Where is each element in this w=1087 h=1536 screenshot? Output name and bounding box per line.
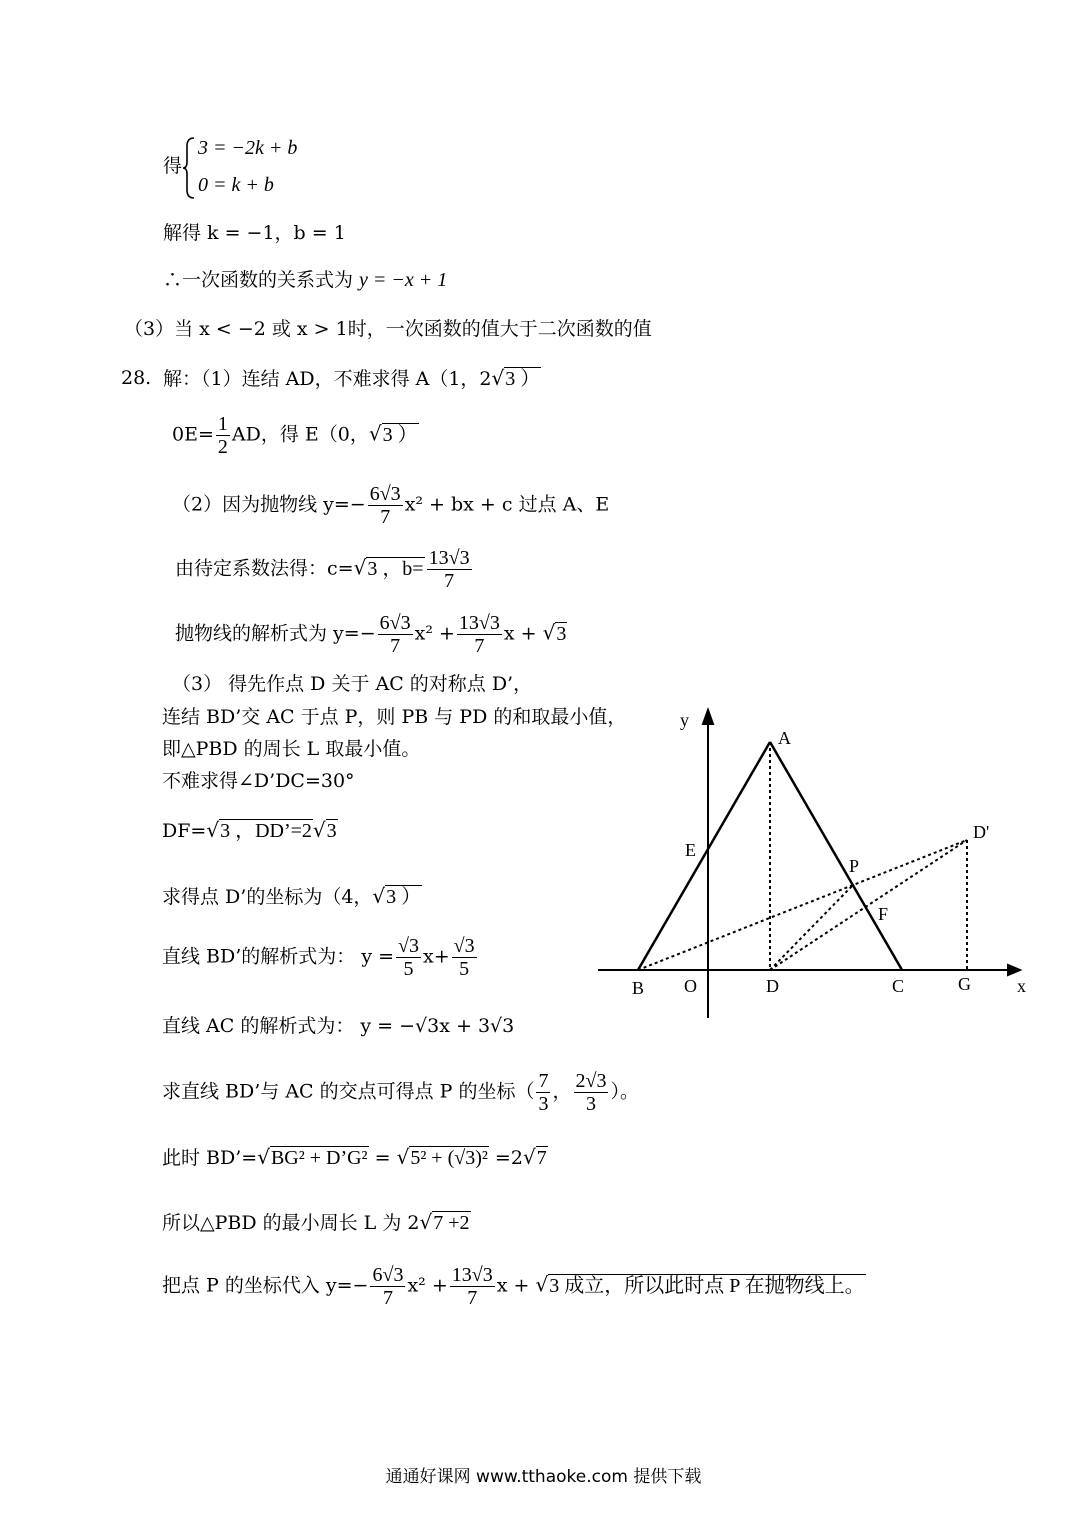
bd-length-radicand-2: 5² + (√3)² [410, 1147, 488, 1169]
bd-line-mid: x+ [423, 945, 450, 968]
q28-part1-text: 解：（1）连结 AD，不难求得 A（1，2 [163, 368, 492, 390]
part3-line-a: （3） 得先作点 D 关于 AC 的对称点 D’， [172, 673, 533, 695]
fraction-denominator: 3 [538, 1093, 549, 1115]
p-y-fraction [574, 1070, 609, 1115]
sqrt3-over-5-fraction [396, 935, 421, 980]
sqrt-icon: √ [535, 1272, 549, 1297]
q28-part1 [163, 366, 541, 391]
fraction-denominator: 3 [585, 1093, 596, 1115]
label-e: E [685, 840, 696, 860]
x-axis-arrow-icon [1008, 965, 1020, 975]
q28-part1-radicand: 3 ） [505, 368, 541, 390]
part3-line-h: 直线 AC 的解析式为： y = −√3x + 3√3 [162, 1015, 515, 1037]
bd-length-end: 7 [536, 1147, 547, 1169]
oe-mid: AD，得 E（0， [231, 423, 369, 446]
footer-source: 通通好课网 www.tthaoke.com 提供下载 [385, 1467, 702, 1487]
coef-mid: 3 ，b= [367, 557, 424, 580]
oe-tail: 3 ） [382, 423, 418, 446]
p-coord-pre: 求直线 BD’与 AC 的交点可得点 P 的坐标（ [162, 1080, 535, 1103]
fraction-denominator: 7 [390, 635, 401, 657]
six-sqrt3-fraction [370, 1264, 405, 1309]
sqrt-icon: √ [522, 1145, 536, 1169]
perimeter-tail: 7 +2 [433, 1212, 470, 1234]
fraction-numerator: √3 [398, 935, 419, 957]
substitute-mid2: x + [496, 1274, 536, 1297]
part3-conclusion: （3）当 x < −2 或 x > 1时，一次函数的值大于二次函数的值 [124, 318, 652, 340]
line-dp-dashed [770, 886, 852, 970]
question-28-number: 28. [121, 367, 152, 389]
para-tail: x + [503, 622, 543, 645]
fraction-denominator: 5 [403, 958, 414, 980]
fraction-denominator: 7 [380, 506, 391, 528]
sqrt-icon: √ [372, 884, 386, 908]
sqrt-icon: √ [368, 421, 382, 446]
sqrt-icon: √ [257, 1145, 270, 1169]
coef-pre: 由待定系数法得：c= [175, 557, 354, 580]
label-f: F [878, 904, 889, 924]
thirteen-sqrt3-fraction [427, 547, 472, 592]
bd-length-tail: =2 [488, 1147, 523, 1169]
sqrt-icon: √ [353, 555, 367, 580]
linear-function-eq: y = −x + 1 [359, 269, 448, 291]
fraction-denominator: 2 [217, 436, 228, 458]
equals: = [368, 1147, 397, 1169]
para-mid: x² + [414, 622, 455, 645]
part3-line-b: 连结 BD’交 AC 于点 P，则 PB 与 PD 的和取最小值， [162, 706, 627, 728]
label-x: x [1017, 976, 1026, 996]
linear-function-text: ∴一次函数的关系式为 [163, 269, 360, 291]
sqrt-icon: √ [206, 818, 220, 842]
substitute-tail: 3 成立，所以此时点 P 在抛物线上。 [549, 1274, 865, 1297]
p-coord-mid: ， [552, 1080, 572, 1103]
sqrt-icon: √ [396, 1145, 410, 1169]
fraction-denominator: 7 [444, 570, 455, 592]
line-ba [638, 742, 770, 970]
fraction-numerator: 13√3 [428, 547, 470, 569]
fraction-numerator: 13√3 [458, 612, 500, 634]
para-pre: 抛物线的解析式为 y=− [175, 622, 376, 645]
equation-1: 3 = −2k + b [198, 137, 298, 159]
parabola-expression [175, 612, 567, 657]
fraction-numerator: 2√3 [575, 1070, 607, 1092]
fraction-numerator: 6√3 [369, 483, 401, 505]
part3-line-i [162, 1070, 639, 1115]
sqrt-icon: √ [491, 366, 505, 390]
label-c: C [892, 976, 905, 996]
p-x-fraction [536, 1070, 550, 1115]
part3-line-j [162, 1145, 548, 1170]
part3-line-l [162, 1264, 866, 1309]
substitute-pre: 把点 P 的坐标代入 y=− [162, 1274, 369, 1297]
linear-function-line [163, 268, 447, 292]
part2-pre: （2）因为抛物线 y=− [172, 493, 366, 516]
oe-pre: 0E= [172, 423, 214, 446]
label-g: G [958, 974, 971, 994]
thirteen-sqrt3-fraction [450, 1264, 495, 1309]
fraction-numerator: 7 [538, 1070, 549, 1092]
fraction-numerator: 1 [217, 413, 228, 435]
dprime-coord-tail: 3 ） [386, 886, 422, 908]
fraction-numerator: 6√3 [379, 612, 411, 634]
df-mid: 3 ，DD’=2 [220, 820, 312, 842]
bd-length-pre: 此时 BD’= [162, 1147, 258, 1169]
line-ac [770, 742, 902, 970]
geometry-figure [592, 700, 1042, 1030]
part2-tail: x² + bx + c 过点 A、E [404, 493, 610, 516]
label-dprime: D' [973, 822, 990, 842]
coefficients-line [175, 547, 474, 592]
half-fraction [216, 413, 230, 458]
fraction-denominator: 7 [474, 635, 485, 657]
part2-parabola [172, 483, 609, 528]
six-sqrt3-fraction [368, 483, 403, 528]
label-a: A [778, 728, 791, 748]
solution-k-b: 解得 k = −1，b = 1 [163, 222, 346, 244]
perimeter-pre: 所以△PBD 的最小周长 L 为 2 [162, 1212, 420, 1234]
six-sqrt3-fraction [378, 612, 413, 657]
fraction-numerator: 13√3 [451, 1264, 493, 1286]
para-radicand: 3 [556, 622, 567, 645]
label-y: y [680, 710, 689, 730]
equation-2: 0 = k + b [198, 174, 274, 196]
equation-system-brace [182, 136, 196, 200]
fraction-denominator: 7 [467, 1287, 478, 1309]
part3-line-g [162, 935, 479, 980]
part3-line-d: 不难求得∠D’DC=30° [162, 770, 355, 792]
sqrt3-over-5-fraction [452, 935, 477, 980]
bd-length-radicand: BG² + D’G² [270, 1147, 368, 1169]
part3-line-c: 即△PBD 的周长 L 取最小值。 [162, 738, 421, 760]
sqrt-icon: √ [542, 620, 556, 645]
thirteen-sqrt3-fraction [457, 612, 502, 657]
substitute-mid: x² + [407, 1274, 448, 1297]
label-o: O [684, 976, 697, 996]
part3-line-e [162, 818, 338, 843]
fraction-denominator: 7 [382, 1287, 393, 1309]
fraction-denominator: 5 [459, 958, 470, 980]
label-b: B [632, 978, 645, 998]
bd-line-pre: 直线 BD’的解析式为： y = [162, 945, 395, 968]
part3-line-k [162, 1210, 471, 1235]
y-axis-arrow-icon [703, 710, 713, 724]
fraction-numerator: √3 [453, 935, 475, 957]
part3-line-f [162, 884, 422, 909]
fraction-numerator: 6√3 [372, 1264, 404, 1286]
df-tail: 3 [326, 820, 337, 842]
oe-line [172, 413, 419, 458]
label-d: D [766, 976, 779, 996]
df-pre: DF= [162, 820, 207, 842]
sqrt-icon: √ [312, 818, 326, 842]
dprime-coord-pre: 求得点 D’的坐标为（4， [162, 886, 373, 908]
de-label: 得 [163, 155, 183, 177]
line-ddprime-dashed [770, 840, 967, 970]
sqrt-icon: √ [419, 1210, 433, 1234]
p-coord-tail: ）。 [610, 1080, 639, 1103]
label-p: P [849, 856, 860, 876]
